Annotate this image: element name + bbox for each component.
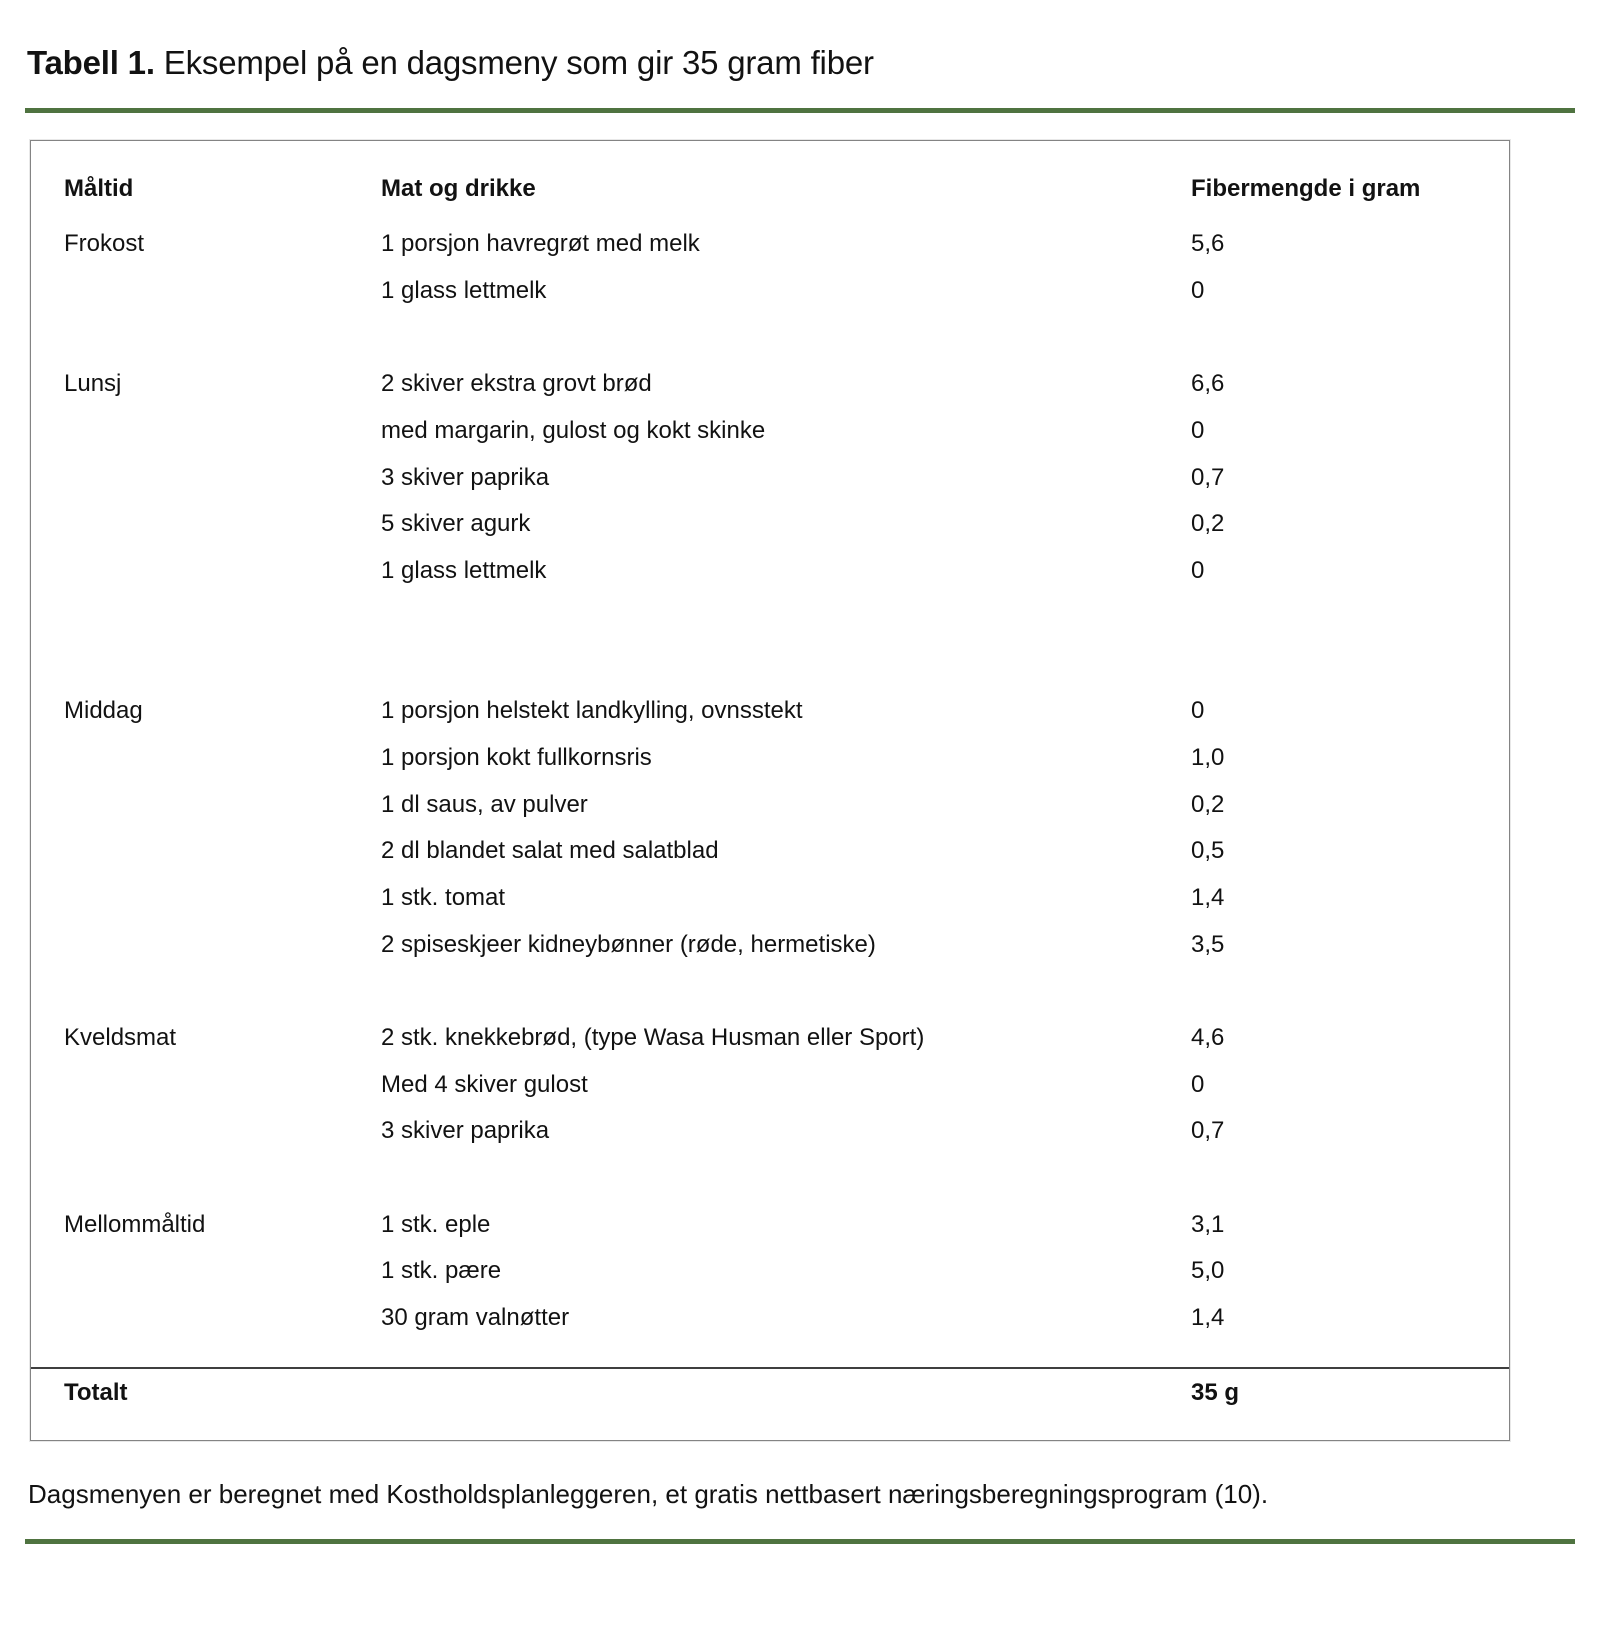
fiber-cell: 0,7 bbox=[1191, 463, 1225, 491]
food-cell: 1 stk. eple bbox=[381, 1210, 491, 1238]
fiber-cell: 0,5 bbox=[1191, 837, 1225, 865]
group-spacer bbox=[31, 595, 1509, 688]
table-row bbox=[31, 408, 1509, 455]
table-caption-label: Tabell 1. bbox=[27, 44, 155, 81]
food-cell: 1 porsjon helstekt landkylling, ovnsstekt bbox=[381, 697, 803, 725]
table-caption-text: Eksempel på en dagsmeny som gir 35 gram fiber bbox=[163, 44, 874, 81]
fiber-cell: 0,7 bbox=[1191, 1117, 1225, 1145]
fiber-cell: 3,5 bbox=[1191, 930, 1225, 958]
table-footnote: Dagsmenyen er beregnet med Kostholdsplanleggeren, et gratis nettbasert næringsberegningsprogram (10). bbox=[28, 1479, 1269, 1509]
header-fiber: Fibermengde i gram bbox=[1191, 175, 1421, 202]
table-row bbox=[31, 454, 1509, 501]
food-cell: 1 glass lettmelk bbox=[381, 277, 547, 305]
group-spacer bbox=[31, 314, 1509, 361]
header-food: Mat og drikke bbox=[381, 175, 536, 202]
table-caption bbox=[27, 42, 1600, 84]
fiber-cell: 6,6 bbox=[1191, 370, 1225, 398]
header-meal: Måltid bbox=[64, 175, 134, 202]
food-cell: 1 glass lettmelk bbox=[381, 557, 547, 585]
fiber-cell: 0 bbox=[1191, 1070, 1205, 1098]
food-cell: 1 dl saus, av pulver bbox=[381, 790, 588, 818]
food-cell: Med 4 skiver gulost bbox=[381, 1070, 588, 1098]
table-row bbox=[31, 1061, 1509, 1108]
table-row bbox=[31, 221, 1509, 268]
table-row bbox=[31, 548, 1509, 595]
fiber-cell: 0,2 bbox=[1191, 790, 1225, 818]
fiber-cell: 0 bbox=[1191, 697, 1205, 725]
fiber-cell: 1,4 bbox=[1191, 1304, 1225, 1332]
meal-cell: Kveldsmat bbox=[64, 1024, 177, 1052]
table-row bbox=[31, 828, 1509, 875]
table-row bbox=[31, 268, 1509, 315]
top-divider bbox=[25, 108, 1575, 113]
group-spacer bbox=[31, 968, 1509, 1015]
meal-cell: Lunsj bbox=[64, 370, 122, 398]
group-spacer bbox=[31, 1155, 1509, 1202]
table-row bbox=[31, 501, 1509, 548]
meal-cell: Mellommåltid bbox=[64, 1210, 206, 1238]
table-row bbox=[31, 921, 1509, 968]
meal-cell: Middag bbox=[64, 697, 143, 725]
table-body bbox=[31, 221, 1509, 1342]
table-row bbox=[31, 875, 1509, 922]
food-cell: 1 porsjon kokt fullkornsris bbox=[381, 743, 652, 771]
food-cell: med margarin, gulost og kokt skinke bbox=[381, 417, 766, 445]
fiber-menu-table bbox=[30, 140, 1510, 1441]
total-value: 35 g bbox=[1191, 1378, 1240, 1406]
food-cell: 3 skiver paprika bbox=[381, 1117, 550, 1145]
table-row bbox=[31, 735, 1509, 782]
fiber-cell: 5,0 bbox=[1191, 1257, 1225, 1285]
bottom-divider bbox=[25, 1539, 1575, 1544]
fiber-cell: 0 bbox=[1191, 557, 1205, 585]
food-cell: 2 dl blandet salat med salatblad bbox=[381, 837, 719, 865]
food-cell: 3 skiver paprika bbox=[381, 463, 550, 491]
table-row bbox=[31, 361, 1509, 408]
food-cell: 2 skiver ekstra grovt brød bbox=[381, 370, 652, 398]
table-row bbox=[31, 1015, 1509, 1062]
food-cell: 1 porsjon havregrøt med melk bbox=[381, 230, 700, 258]
table-row bbox=[31, 1108, 1509, 1155]
food-cell: 1 stk. pære bbox=[381, 1257, 502, 1285]
table-row bbox=[31, 1295, 1509, 1342]
table-header-row bbox=[31, 165, 1509, 213]
fiber-cell: 1,4 bbox=[1191, 883, 1225, 911]
fiber-cell: 0 bbox=[1191, 277, 1205, 305]
fiber-cell: 0 bbox=[1191, 417, 1205, 445]
table-row bbox=[31, 688, 1509, 735]
food-cell: 2 stk. knekkebrød, (type Wasa Husman eller Sport) bbox=[381, 1024, 925, 1052]
fiber-cell: 1,0 bbox=[1191, 743, 1225, 771]
fiber-cell: 3,1 bbox=[1191, 1210, 1225, 1238]
fiber-cell: 0,2 bbox=[1191, 510, 1225, 538]
total-row bbox=[31, 1367, 1509, 1440]
food-cell: 2 spiseskjeer kidneybønner (røde, hermetiske) bbox=[381, 930, 876, 958]
food-cell: 5 skiver agurk bbox=[381, 510, 531, 538]
table-row bbox=[31, 1248, 1509, 1295]
fiber-cell: 4,6 bbox=[1191, 1024, 1225, 1052]
table-row bbox=[31, 781, 1509, 828]
food-cell: 30 gram valnøtter bbox=[381, 1304, 570, 1332]
food-cell: 1 stk. tomat bbox=[381, 883, 506, 911]
table-row bbox=[31, 1201, 1509, 1248]
total-label: Totalt bbox=[64, 1378, 128, 1406]
meal-cell: Frokost bbox=[64, 230, 145, 258]
fiber-cell: 5,6 bbox=[1191, 230, 1225, 258]
